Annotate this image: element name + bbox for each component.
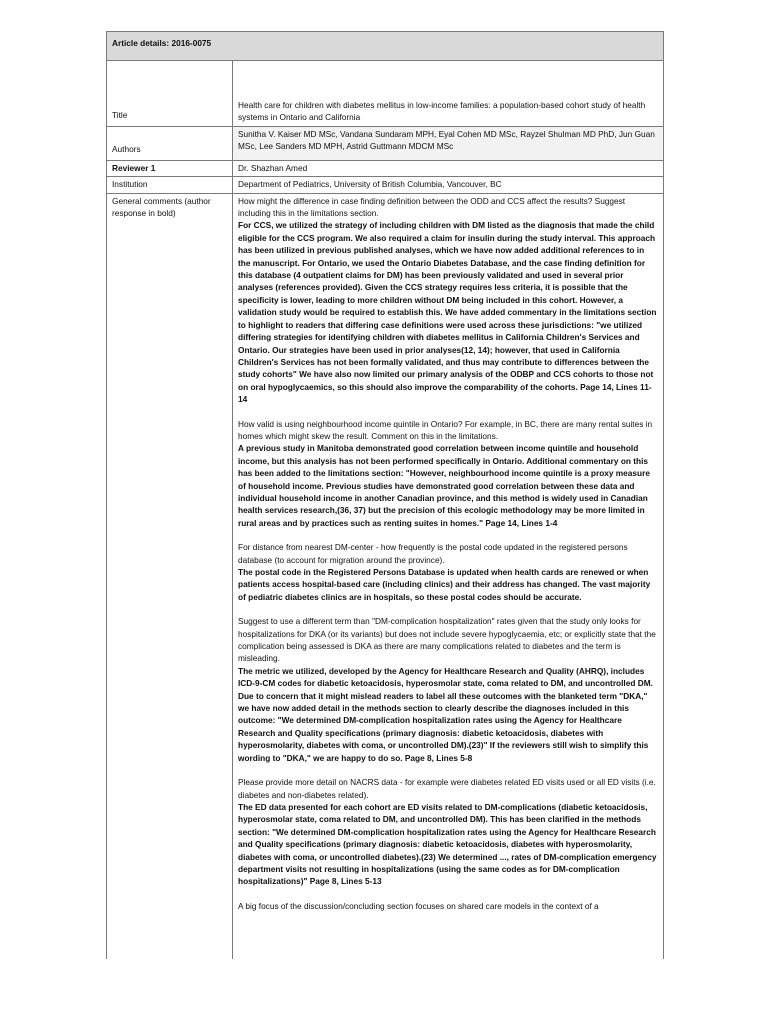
- title-value: Health care for children with diabetes mellitus in low-income families: a population-based cohort study of health systems in Ontario and California: [233, 61, 664, 127]
- author-response: For CCS, we utilized the strategy of including children with DM listed as the diagnosis that made the child eligible for the CCS program. We also required a claim for insulin during the study interval. This approach has been utilized in previous published analyses, which we have now added additional references to in the manuscript. For Ontario, we used the Ontario Diabetes Database, and the case finding definition for this database (4 outpatient claims for DM) has been previously validated and used in several prior analyses (references provided). Given the CCS strategy requires less criteria, it is possible that the specificity is lower, leading to more children without DM being included in this cohort. However, a validation study would be required to establish this. We have added commentary in the limitations section to highlight to readers that differing case definitions were used across these jurisdictions: "we utilized differing strategies for identifying children with diabetes mellitus in California Children's Services and Ontario. Our strategies have been used in prior analyses(12, 14); however, that used in California Children's Services has not been formally validated, and thus may contribute to differences between the study cohorts" We have also now limited our primary analysis of the ODBP and CCS cohorts to those not on oral hypoglycaemics, so this should also improve the comparability of the cohorts. Page 14, Lines 11-14: [238, 220, 657, 405]
- reviewer-comment: Suggest to use a different term than "DM-complication hospitalization" rates given that the study only looks for hospitalizations for DKA (or its variants) but does not include severe hypoglycaemia, etc; or explicitly state that the complication being assessed is DKA as there are many complications related to diabetes and the term is misleading.: [238, 616, 656, 664]
- header-row: [107, 32, 664, 61]
- author-response: The ED data presented for each cohort are ED visits related to DM-complications (diabetic ketoacidosis, hyperosmolar state, coma related to DM, and uncontrolled DM). This has been clarified in the methods section: "We determined DM-complication hospitalization rates using the Agency for Healthcare Research and Quality specifications (primary diagnosis: diabetic ketoacidosis, diabetes with hyperosmolarity, diabetes with coma, or uncontrolled diabetes).(23) We determined ..., rates of DM-complication emergency department visits not resulting in hospitalizations (using the same codes as for DM-complication hospitalizations)" Page 8, Lines 5-13: [238, 801, 657, 887]
- reviewer-value: Dr. Shazhan Amed: [233, 160, 664, 176]
- authors-row: [107, 126, 664, 160]
- authors-label: Authors: [107, 126, 233, 160]
- author-response: A previous study in Manitoba demonstrated good correlation between income quintile and household income, but this analysis has not been performed specifically in Ontario. Additional commentary on this has been added to the limitations section: "However, neighbourhood income quintile is a proxy measure of household income. Previous studies have demonstrated good correlation between these data and individual household income in another Canadian province, and this method is widely used in Canadian health services research,(36, 37) but the precision of this ecologic methodology may be more limited in rural areas and by practices such as renting suites in homes." Page 14, Lines 1-4: [238, 443, 650, 528]
- comments-row: [107, 193, 664, 959]
- comments-label: General comments (author response in bold): [107, 193, 233, 959]
- reviewer-label: Reviewer 1: [107, 160, 233, 176]
- reviewer-row: [107, 160, 664, 176]
- reviewer-comment: Please provide more detail on NACRS data - for example were diabetes related ED visits used or all ED visits (i.e. diabetes and non-diabetes related).: [238, 777, 656, 800]
- institution-value: Department of Pediatrics, University of British Columbia, Vancouver, BC: [233, 177, 664, 193]
- author-response: The metric we utilized, developed by the Agency for Healthcare Research and Quality (AHRQ), includes ICD-9-CM codes for diabetic ketoacidosis, hyperosmolar state, coma related to DM, and uncontrolled DM. Due to concern that it might mislead readers to label all these outcomes with the blanketed term "DKA," we have now added detail in the methods section to clearly describe the diagnoses included in this outcome: "We determined DM-complication hospitalization rates using the Agency for Healthcare Research and Quality specifications (primary diagnosis: diabetic ketoacidosis, diabetes with hyperosmolarity, diabetes with coma, or uncontrolled DM).(23)" If the reviewers still wish to simplify this wording to "DKA," we are happy to do so. Page 8, Lines 5-8: [238, 665, 653, 763]
- reviewer-comment: How might the difference in case finding definition between the ODD and CCS affect the results? Suggest including this in the limitations section.: [238, 195, 626, 219]
- title-label: Title: [107, 61, 233, 127]
- institution-label: Institution: [107, 177, 233, 193]
- article-details-table: [106, 31, 664, 959]
- title-row: [107, 61, 664, 127]
- reviewer-comment: For distance from nearest DM-center - how frequently is the postal code updated in the registered persons database (to account for migration around the province).: [238, 542, 628, 565]
- author-response: The postal code in the Registered Persons Database is updated when health cards are renewed or when patients access hospital-based care (including clinics) and their address has changed. The vast majority of pediatric diabetes clinics are in hospitals, so these postal codes should be accurate.: [238, 567, 651, 602]
- institution-row: [107, 177, 664, 193]
- reviewer-comment: How valid is using neighbourhood income quintile in Ontario? For example, in BC, there are many rental suites in homes which might skew the result. Comment on this in the limitations.: [238, 418, 653, 441]
- authors-value: Sunitha V. Kaiser MD MSc, Vandana Sundaram MPH, Eyal Cohen MD MSc, Rayzel Shulman MD PhD, Jun Guan MSc, Lee Sanders MD MPH, Astrid Guttmann MDCM MSc: [233, 126, 664, 160]
- reviewer-comment: A big focus of the discussion/concluding section focuses on shared care models in the context of a: [238, 900, 599, 911]
- article-details-header: Article details: 2016-0075: [107, 32, 664, 61]
- comments-body: [233, 193, 664, 959]
